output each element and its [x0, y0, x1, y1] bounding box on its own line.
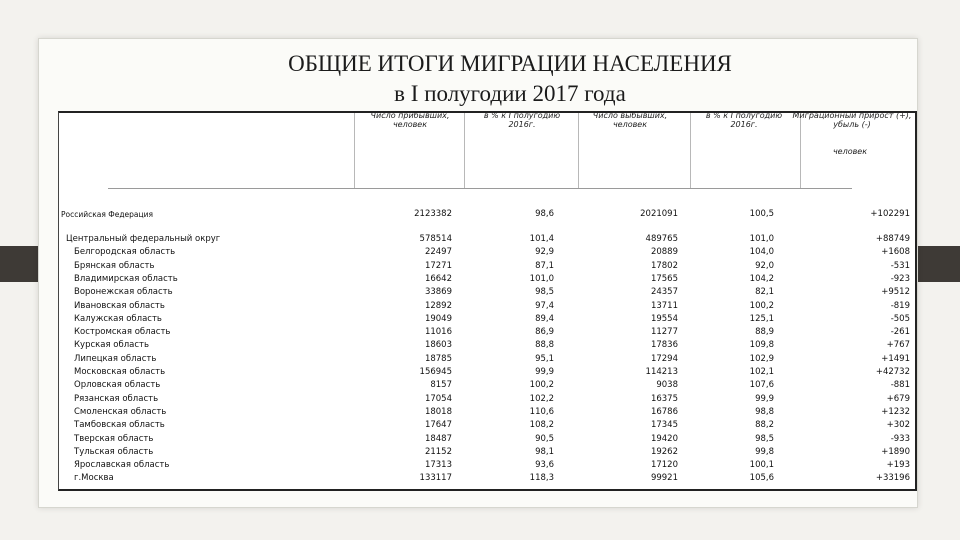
column-header-arrived-pct: в % к I полугодию 2016г.	[483, 111, 561, 129]
unit-label: человек	[832, 147, 868, 156]
table-cell-balance: -933	[890, 433, 910, 444]
table-cell-balance: +193	[886, 460, 910, 471]
table-cell-name: Белгородская область	[74, 247, 176, 258]
table-cell-name: Центральный федеральный округ	[66, 234, 221, 244]
table-cell-balance: -923	[890, 273, 910, 284]
total-row-balance: +102291	[870, 209, 910, 219]
column-divider	[578, 113, 579, 189]
table-cell-arrived: 11016	[424, 327, 452, 338]
column-divider	[690, 113, 691, 189]
table-cell-arrived: 17054	[424, 393, 452, 404]
table-cell-arrived: 18785	[424, 353, 452, 364]
table-cell-arrived-pct: 86,9	[535, 327, 554, 338]
table-cell-departed: 17345	[650, 420, 678, 431]
total-row-departed: 2021091	[640, 209, 678, 219]
total-row-name: Российская Федерация	[61, 210, 153, 219]
table-cell-name: Тамбовская область	[74, 420, 165, 431]
table-cell-departed-pct: 98,5	[755, 433, 774, 444]
total-row-arrived-pct: 98,6	[535, 209, 554, 219]
table-cell-arrived: 33869	[424, 287, 452, 298]
table-cell-balance: +88749	[875, 234, 910, 244]
header-rule	[108, 188, 852, 189]
table-cell-arrived-pct: 87,1	[535, 260, 554, 271]
table-cell-balance: +767	[886, 340, 910, 351]
table-cell-arrived-pct: 98,1	[535, 446, 554, 457]
table-cell-arrived: 17313	[424, 460, 452, 471]
table-cell-departed: 17565	[650, 273, 678, 284]
table-cell-departed: 11277	[650, 327, 678, 338]
table-cell-name: Воронежская область	[74, 287, 173, 298]
table-cell-departed-pct: 105,6	[749, 473, 774, 484]
table-cell-name: Орловская область	[74, 380, 161, 391]
table-cell-balance: +1491	[881, 353, 910, 364]
table-cell-arrived: 21152	[424, 446, 452, 457]
table-cell-departed-pct: 88,2	[755, 420, 774, 431]
table-cell-balance: +1890	[881, 446, 910, 457]
table-cell-arrived-pct: 118,3	[529, 473, 554, 484]
table-cell-arrived-pct: 101,4	[529, 234, 554, 244]
table-cell-arrived-pct: 99,9	[535, 367, 554, 377]
column-header-departed: Число выбывших, человек	[592, 111, 668, 129]
table-cell-arrived: 12892	[424, 300, 452, 311]
table-cell-name: Рязанская область	[74, 393, 159, 404]
table-cell-departed: 489765	[645, 234, 678, 244]
table-cell-arrived-pct: 98,5	[535, 287, 554, 298]
table-cell-departed-pct: 100,1	[749, 460, 774, 471]
table-cell-departed: 20889	[650, 247, 678, 258]
table-cell-balance: +1608	[881, 247, 910, 258]
migration-table	[58, 111, 917, 491]
table-cell-arrived: 133117	[419, 473, 452, 484]
table-cell-departed: 19554	[650, 313, 678, 324]
table-cell-arrived: 18603	[424, 340, 452, 351]
table-cell-departed-pct: 99,8	[755, 446, 774, 457]
table-cell-balance: +33196	[875, 473, 910, 484]
table-cell-arrived-pct: 90,5	[535, 433, 554, 444]
table-cell-departed-pct: 98,8	[755, 406, 774, 417]
table-cell-departed-pct: 100,2	[749, 300, 774, 311]
table-cell-departed-pct: 107,6	[749, 380, 774, 391]
table-cell-departed: 16786	[650, 406, 678, 417]
table-cell-arrived: 578514	[419, 234, 452, 244]
table-cell-departed-pct: 102,1	[749, 367, 774, 377]
table-cell-arrived: 8157	[430, 380, 452, 391]
table-cell-balance: -531	[890, 260, 910, 271]
table-cell-departed: 17120	[650, 460, 678, 471]
table-cell-name: Брянская область	[74, 260, 155, 271]
table-cell-name: Калужская область	[74, 313, 162, 324]
column-header-balance: Миграционный прирост (+), убыль (-)	[792, 111, 912, 129]
table-cell-departed-pct: 109,8	[749, 340, 774, 351]
table-cell-departed-pct: 102,9	[749, 353, 774, 364]
column-divider	[354, 113, 355, 189]
table-cell-departed: 99921	[650, 473, 678, 484]
table-cell-departed-pct: 99,9	[755, 393, 774, 404]
table-cell-departed: 13711	[650, 300, 678, 311]
table-cell-departed: 17294	[650, 353, 678, 364]
table-cell-balance: +42732	[875, 367, 910, 377]
table-cell-arrived-pct: 93,6	[535, 460, 554, 471]
table-cell-balance: -881	[890, 380, 910, 391]
table-cell-departed: 24357	[650, 287, 678, 298]
table-cell-arrived: 22497	[424, 247, 452, 258]
table-cell-arrived-pct: 97,4	[535, 300, 554, 311]
table-cell-departed-pct: 92,0	[755, 260, 774, 271]
table-cell-arrived-pct: 110,6	[529, 406, 554, 417]
table-cell-arrived: 17647	[424, 420, 452, 431]
table-cell-name: Липецкая область	[74, 353, 157, 364]
table-cell-arrived: 17271	[424, 260, 452, 271]
table-cell-balance: -261	[890, 327, 910, 338]
table-cell-balance: +302	[886, 420, 910, 431]
table-cell-departed: 17802	[650, 260, 678, 271]
table-cell-balance: -819	[890, 300, 910, 311]
table-cell-departed: 19262	[650, 446, 678, 457]
table-cell-arrived-pct: 100,2	[529, 380, 554, 391]
table-cell-departed-pct: 125,1	[749, 313, 774, 324]
column-header-departed-pct: в % к I полугодию 2016г.	[705, 111, 783, 129]
column-header-arrived: Число прибывших, человек	[370, 111, 450, 129]
table-cell-arrived-pct: 88,8	[535, 340, 554, 351]
table-cell-departed: 9038	[656, 380, 678, 391]
table-cell-departed-pct: 104,2	[749, 273, 774, 284]
table-cell-arrived: 18018	[424, 406, 452, 417]
table-cell-arrived-pct: 102,2	[529, 393, 554, 404]
table-cell-departed-pct: 88,9	[755, 327, 774, 338]
table-cell-departed: 19420	[650, 433, 678, 444]
table-cell-arrived: 156945	[419, 367, 452, 377]
table-cell-balance: -505	[890, 313, 910, 324]
table-cell-arrived: 18487	[424, 433, 452, 444]
table-cell-name: г.Москва	[74, 473, 114, 484]
table-cell-arrived-pct: 92,9	[535, 247, 554, 258]
table-cell-departed-pct: 82,1	[755, 287, 774, 298]
total-row-departed-pct: 100,5	[749, 209, 774, 219]
table-cell-name: Костромская область	[74, 327, 171, 338]
table-cell-name: Смоленская область	[74, 406, 167, 417]
table-cell-name: Тверская область	[74, 433, 154, 444]
table-cell-name: Ярославская область	[74, 460, 170, 471]
table-cell-arrived: 16642	[424, 273, 452, 284]
table-cell-arrived-pct: 108,2	[529, 420, 554, 431]
table-cell-arrived-pct: 95,1	[535, 353, 554, 364]
table-cell-name: Курская область	[74, 340, 150, 351]
column-divider	[464, 113, 465, 189]
slide-title-line1: ОБЩИЕ ИТОГИ МИГРАЦИИ НАСЕЛЕНИЯ	[288, 51, 732, 76]
table-cell-balance: +679	[886, 393, 910, 404]
table-cell-arrived: 19049	[424, 313, 452, 324]
table-cell-departed: 114213	[645, 367, 678, 377]
table-cell-name: Владимирская область	[74, 273, 178, 284]
table-cell-balance: +9512	[881, 287, 910, 298]
slide-title-line2: в I полугодии 2017 года	[394, 81, 626, 106]
table-cell-name: Тульская область	[74, 446, 154, 457]
decor-band-right	[918, 246, 960, 282]
table-cell-name: Ивановская область	[74, 300, 165, 311]
table-cell-departed: 17836	[650, 340, 678, 351]
table-cell-arrived-pct: 101,0	[529, 273, 554, 284]
table-cell-departed-pct: 104,0	[749, 247, 774, 258]
table-cell-arrived-pct: 89,4	[535, 313, 554, 324]
table-cell-departed-pct: 101,0	[749, 234, 774, 244]
total-row-arrived: 2123382	[414, 209, 452, 219]
table-cell-balance: +1232	[881, 406, 910, 417]
table-cell-departed: 16375	[650, 393, 678, 404]
table-cell-name: Московская область	[74, 367, 166, 377]
